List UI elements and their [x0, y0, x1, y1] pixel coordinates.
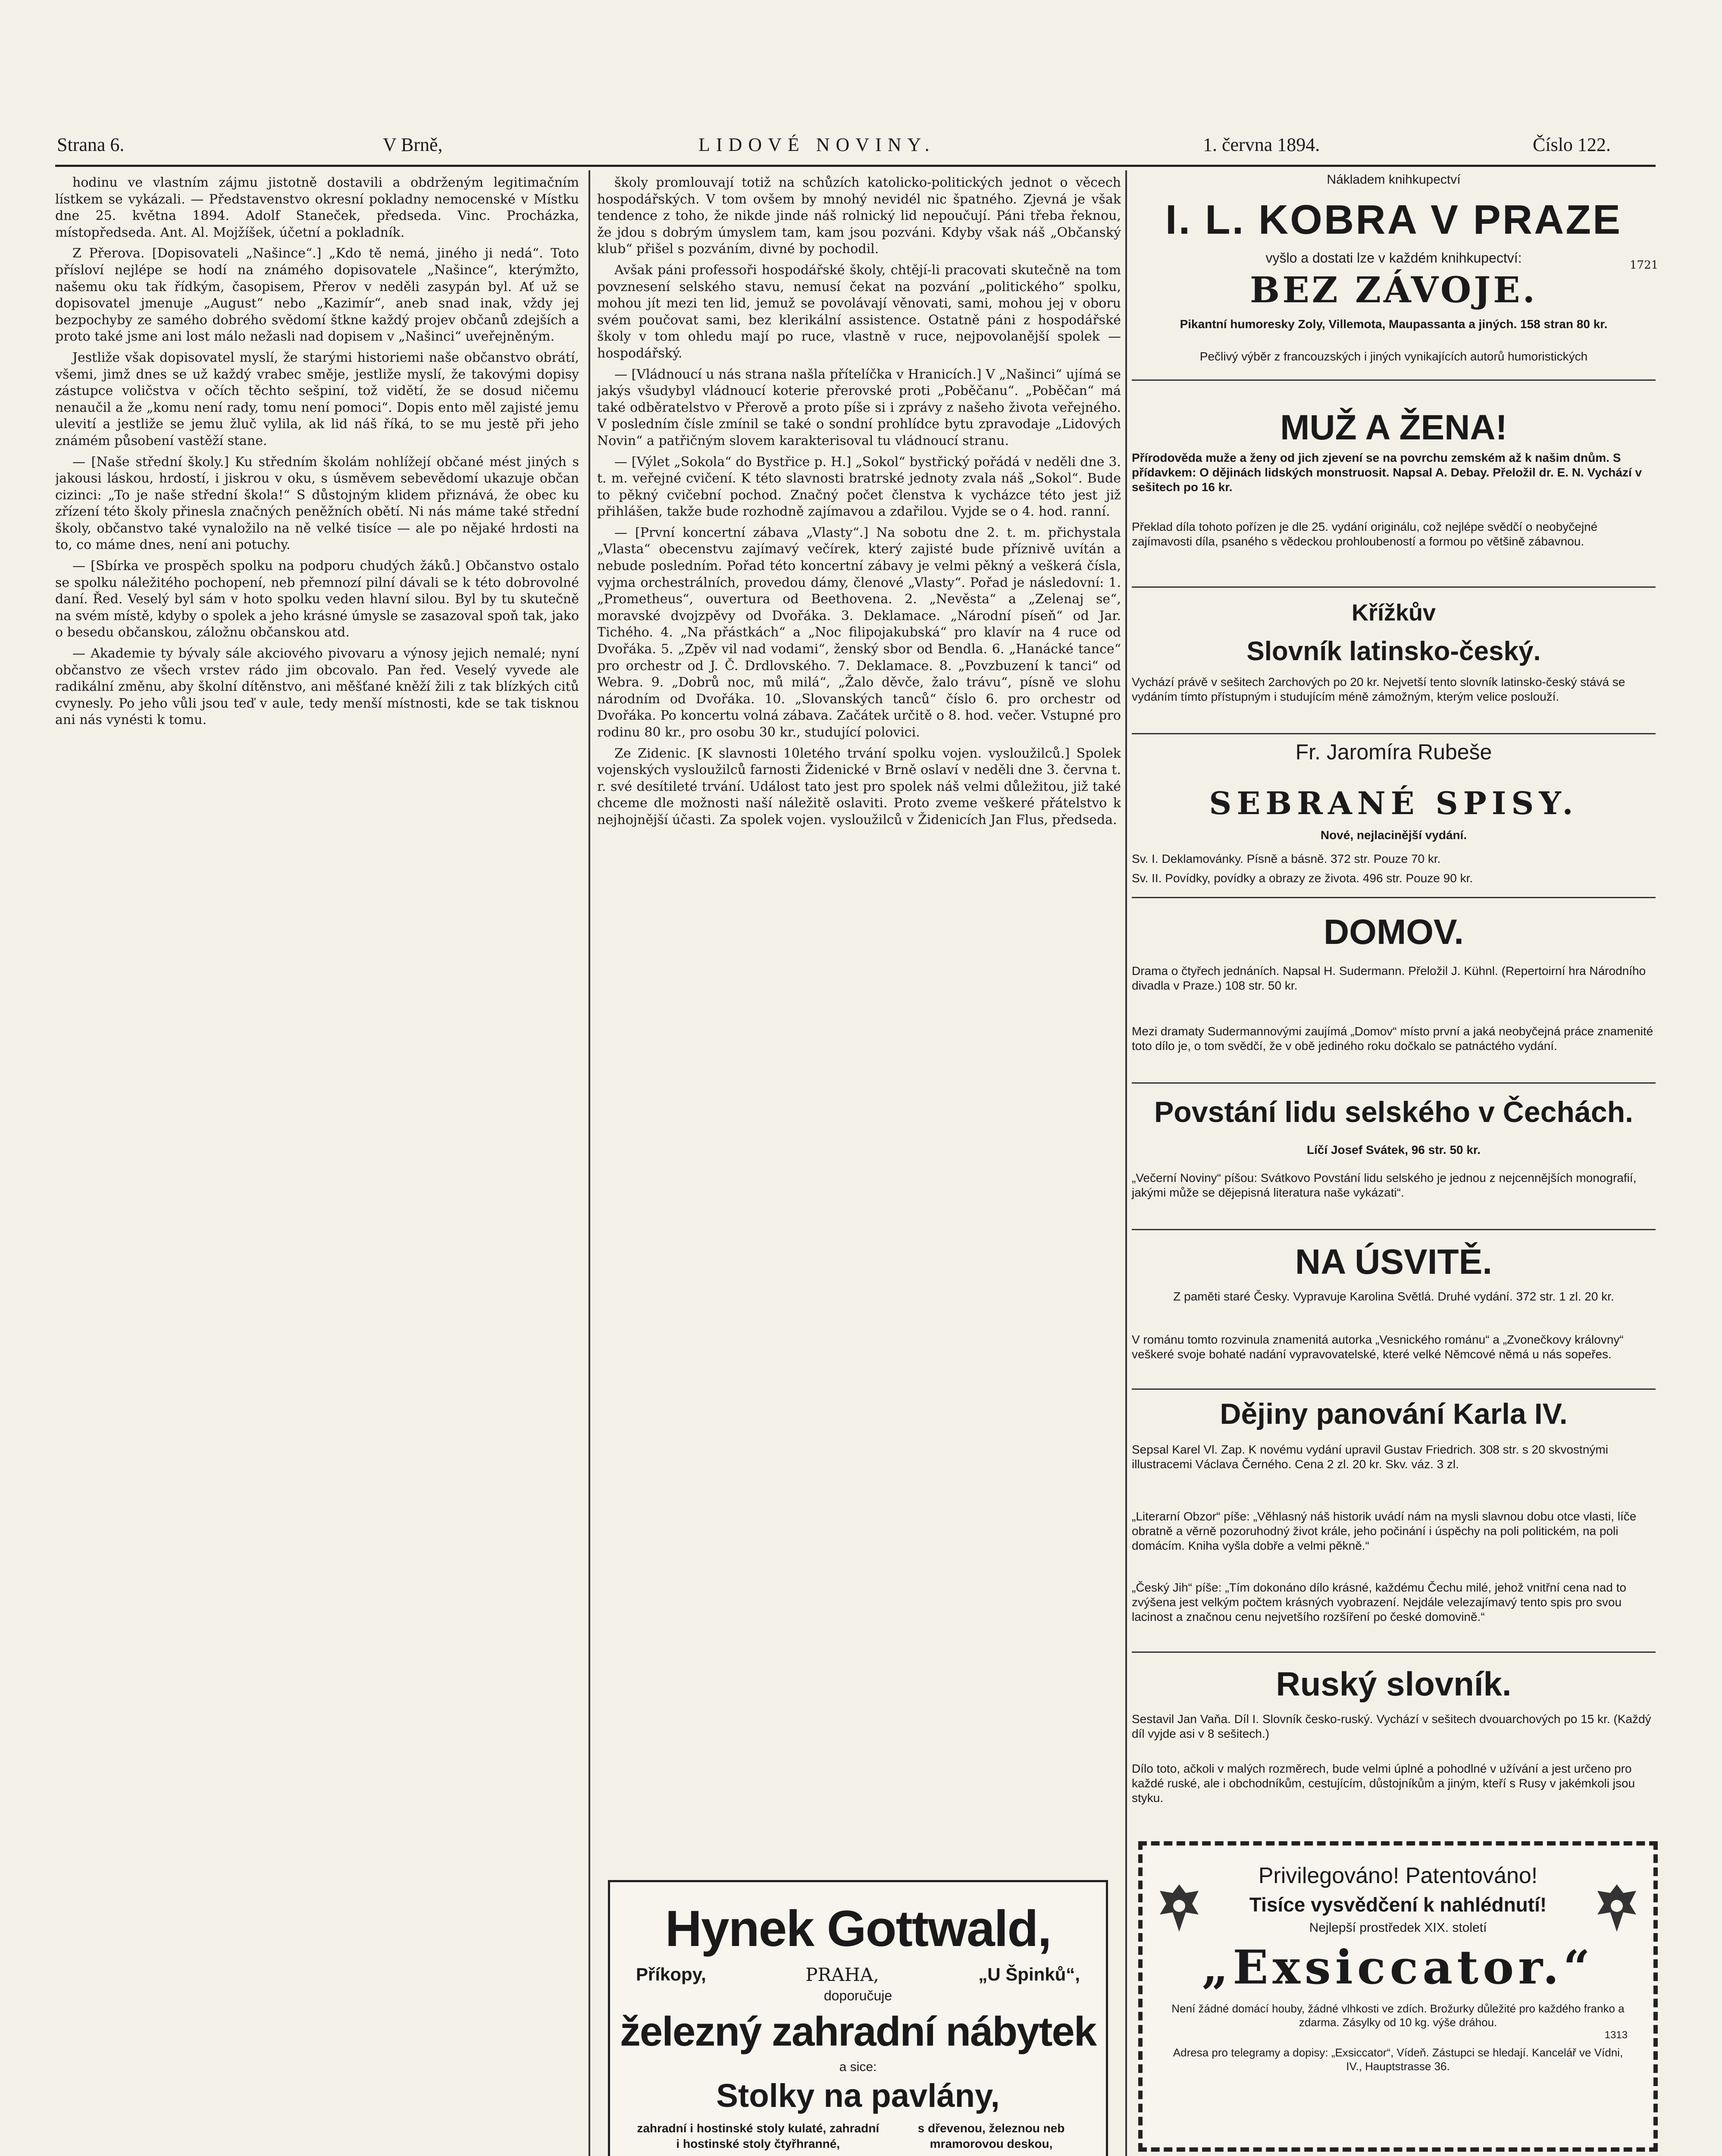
separator — [1132, 586, 1656, 588]
book-desc: Sepsal Karel Vl. Zap. K novému vydání upravil Gustav Friedrich. 308 str. s 20 skvostnými illustracemi Václava Černého. Cena 2 zl. 20 kr. Skv. váz. 3 zl. — [1132, 1443, 1608, 1471]
paragraph: — [Vládnoucí u nás strana našla přítelíčka v Hranicích.] V „Našinci“ ujímá se jakýs všudybyl vládnoucí koterie přerovské proti „Poběčanu“. „Poběčan“ má také odběratelstvo v Přerově a proto píše si i zprávy z našeho života veřejného. V posledním čísle zmínil se také o sondní prohlídce bytu zpravodaje „Lidových Novin“ a patřičným slovem karakterisoval tu vládnoucí stranu. — [597, 367, 1121, 448]
book-note: „Večerní Noviny“ píšou: Svátkovo Povstání lidu selského je jednou z nejcennějších monografií, jakými může se dějepisná literatura naše vykázati“. — [1132, 1171, 1637, 1199]
book-note: „Český Jih“ píše: „Tím dokonáno dílo krásné, každému Čechu milé, jehož vnitřní cena nad to zvýšena jest velkým počtem krásných vyobrazení. Nejdále velezajímavý tento spis pro svou lacinost a značnou cenu nejvetšího rozšíření po české domovině.“ — [1132, 1581, 1626, 1623]
book-desc: Vychází právě v sešitech 2archových po 20 kr. Nejvetší tento slovník latinsko-český stává se vydáním tímto přístupným i studujícím méně zámožným, kterým velice poslouží. — [1132, 675, 1625, 703]
eagle-emblem — [1593, 1880, 1641, 1936]
book-desc: Pikantní humoresky Zoly, Villemota, Maupassanta a jiných. 158 stran 80 kr. — [1180, 317, 1608, 331]
ad-product: železný zahradní nábytek — [620, 2009, 1096, 2055]
book-title: DOMOV. — [1323, 912, 1464, 952]
book-new: Nové, nejlacinější vydání. — [1320, 828, 1467, 842]
book-author: Fr. Jaromíra Rubeše — [1295, 740, 1492, 764]
issue-date: 1. června 1894. — [1203, 134, 1320, 155]
city: V Brně, — [383, 134, 443, 155]
issue-number: Číslo 122. — [1533, 134, 1611, 155]
paragraph: Ze Zidenic. [K slavnosti 10letého trvání spolku vojen. vysloužilců.] Spolek vojenských vysloužilců farnosti Židenické v Brně oslaví v neděli dne 3. června t. r. své desítileté trvání. Událost tato jest pro spolek náš velmi důležitou, již také chceme dle možnosti naší náležitě oslaviti. Proto zveme veškeré přátelstvo k nejhojnější účasti. Za spolek vojen. vysloužilců v Židenicích Jan Flus, předseda. — [597, 746, 1121, 827]
ref-number: 1721 — [1630, 259, 1659, 272]
book-title: SEBRANÉ SPISY. — [1209, 785, 1578, 821]
paragraph: — [První koncertní zábava „Vlasty“.] Na sobotu dne 2. t. m. přichystala „Vlasta“ obecenstvu zajímavý večírek, který zajisté bude příznivě uvítán a nebude posledním. Pořad této koncertní zábavy je velmi pěkný a veškerá čísla, vyjma orchestrálních, provedou dámy, členové „Vlasty“. Pořad je následovní: 1. „Prometheus“, ouvertura od Beethovena. 2. „Nevěsta“ a „Zelenaj se“, moravské dvojzpěvy od Dvořáka. 3. Deklamace. „Národní píseň“ od Jar. Tichého. 4. „Na přástkách“ a „Noc filipojakubská“ pro klavír na 4 ruce od Dvořáka. 5. „Zpěv vil nad vodami“, ženský sbor od Bendla. 6. „Hanácké tance“ pro orchestr od J. Č. Drdlovského. 7. Deklamace. 8. „Povzbuzení k tanci“ od Webra. 9. „Dobrů noc, mů milá“, „Žalo děvče, žalo trávu“, písně ve slohu národním od Dvořáka. 10. „Slovanských tanců“ číslo 6. pro orchestr od Dvořáka. Po koncertu volná zábava. Začátek určitě o 8. hod. večer. Vstupné pro rodinu 80 kr., pro osobu 30 kr., studující polovici. — [597, 525, 1121, 740]
ad-tables: Stolky na pavlány, — [716, 2078, 1000, 2114]
ad-company-name: Hynek Gottwald, — [665, 1900, 1051, 1957]
publisher-sub: vyšlo a dostati lze v každém knihkupectví: — [1265, 250, 1522, 266]
ad-ref: 1313 — [1604, 2029, 1628, 2041]
book-title: Povstání lidu selského v Čechách. — [1154, 1096, 1634, 1128]
separator — [1132, 897, 1656, 898]
ad-sign: „U Špinků“, — [978, 1964, 1080, 1984]
masthead-title: LIDOVÉ NOVINY. — [698, 134, 936, 155]
book-title: NA ÚSVITĚ. — [1295, 1242, 1493, 1282]
publisher-name: I. L. KOBRA V PRAZE — [1165, 197, 1622, 243]
article-column-2 — [597, 175, 1121, 1813]
book-note: Pečlivý výběr z francouzských i jiných vynikajících autorů humoristických — [1199, 350, 1588, 363]
ad-thousands: Tisíce vysvědčení k nahlédnutí! — [1249, 1893, 1547, 1916]
ad-line1: zahradní i hostinské stoly kulaté, zahradní i hostinské stoly čtyřhranné, — [637, 2122, 880, 2150]
book-desc: Přírodověda muže a ženy od jich zjevení se na povrchu zemském až k našim dnům. S přídavkem: O dějinách lidských monstruosit. Napsal A. Debay. Přeložil dr. E. N. Vychází v sešitech po 16 kr. — [1132, 451, 1642, 494]
book-desc: Z paměti staré Česky. Vypravuje Karolina Světlá. Druhé vydání. 372 str. 1 zl. 20 kr. — [1173, 1290, 1614, 1303]
paragraph: Avšak páni professoři hospodářské školy, chtějí-li pracovati skutečně na tom povznesení selského stavu, nemusí čekat na pozvání „politického“ spolku, mohou jít mezi ten lid, jemuž se povolávají věnovati, sami, mohou jej v oboru svém poučovat sami, bez klerikální assistence. Ostatně páni z hospodářské školy v tom ohledu mají po ruce, vlastně v ruce, nejpovolanější spolek — hospodářský. — [597, 262, 1121, 361]
paragraph: hodinu ve vlastním zájmu jistotně dostavili a obdrženým legitimačním lístkem se vykázali. — Představenstvo okresní pokladny nemocenské v Místku dne 25. května 1894. Adolf Staneček, předseda. Vinc. Procházka, místopředseda. Ant. Al. Mojžíšek, účetní a pokladník. — [55, 175, 579, 240]
book-volume: Sv. II. Povídky, povídky a obrazy ze života. 496 str. Pouze 90 kr. — [1132, 871, 1473, 885]
book-desc: Líčí Josef Svátek, 96 str. 50 kr. — [1306, 1143, 1481, 1156]
book-title: BEZ ZÁVOJE. — [1249, 270, 1538, 311]
book-note: V románu tomto rozvinula znamenitá autorka „Vesnického románu“ a „Zvonečkovy královny“ veškeré svoje bohaté nadání vypravovatelské, které velké Němcové němá u nás sopeřes. — [1132, 1333, 1624, 1361]
ad-privileged: Privilegováno! Patentováno! — [1258, 1863, 1538, 1888]
paragraph: Z Přerova. [Dopisovateli „Našince“.] „Kdo tě nemá, jiného ji nedá“. Toto přísloví nejlépe se hodí na známého dopisovatele „Našince“, kterýmžto, našemu oku tak řídkým, časopisem, Přerov v neděli zasypán byl. Ať už se dopisovatel jmenuje „August“ nebo „Kazimír“, aneb snad inak, vždy jej bezpochyby ze samého dobrého svědomí štkne každý projev občanů zdejších a proto také jsme ani lost málo nežasli nad dopisem v „Našinci“ uveřejněným. — [55, 246, 579, 345]
article-column-1 — [55, 175, 579, 2156]
book-title: Dějiny panování Karla IV. — [1220, 1398, 1568, 1430]
separator — [1132, 1651, 1656, 1653]
book-title: MUŽ A ŽENA! — [1280, 408, 1507, 447]
paragraph: školy promlouvají totiž na schůzích katolicko-politických jednot o věcech hospodářských. V tom ovšem by mnohý nevidél nic špatného. Zjevná je však tendence z toho, že nikde jinde náš rolnický lid nepoučují. Páni třeba řeknou, že jdou s dobrým úmyslem tam, kam jsou pozváni. Kdyby však náš „Občanský klub“ přišel s pozváním, divné by pochodil. — [597, 175, 1121, 257]
ad-exsiccator — [1138, 1841, 1658, 2152]
separator — [1132, 1082, 1656, 1084]
separator — [1132, 379, 1656, 381]
book-note: Překlad díla tohoto pořízen je dle 25. vydání originálu, což nejlépe svědčí o neobyčejné zajímavosti díla, psaného s vědeckou prohloubeností a formou po většině zábavnou. — [1132, 520, 1598, 548]
ad-recommends: doporučuje — [823, 1988, 892, 2003]
separator — [1132, 733, 1656, 734]
book-desc: Sestavil Jan Vaňa. Díl I. Slovník česko-ruský. Vychází v sešitech dvouarchových po 15 kr. (Každý díl vyjde asi v 8 sešitech.) — [1132, 1712, 1651, 1740]
paragraph: Jestliže však dopisovatel myslí, že starými historiemi naše občanstvo obrátí, všemi, jimž dnes se už každý vrabec směje, jestliže myslí, že takovými dopisy zástupce voličstva v očích těchto sešpiní, tož vidětí, že se dosud ničemu nenaučil a že „komu není rady, tomu není pomoci“. Dopis ento měl zajisté jemu ulevití a jestliže se jemu žluč vylila, ak lid náš říká, to se mu jestě při jeho známém působení vastěží stane. — [55, 350, 579, 448]
header-rule — [55, 165, 1656, 167]
ad-brand: „Exsiccator.“ — [1202, 1940, 1594, 1995]
separator — [1132, 1388, 1656, 1390]
paragraph: — [Sbírka ve prospěch spolku na podporu chudých žáků.] Občanstvo ostalo se spolku náležitého pochopení, neb přemnozí pilní dávali se k této dobrovolné daní. Řed. Veselý byl sám v hoto spolku veden hlavní silou. Byl by tu skutečně na svém místě, kdyby o spolek a jeho krásné úmysle se zasazoval spoň tak, jako o besedu občanskou, záložnu občanskou atd. — [55, 558, 579, 640]
book-volume: Sv. I. Deklamovánky. Písně a básně. 372 str. Pouze 70 kr. — [1132, 852, 1441, 865]
ad-street: Příkopy, — [636, 1964, 706, 1984]
book-note: „Literarní Obzor“ píše: „Věhlasný náš historik uvádí nám na mysli slavnou dobu otce vlasti, líče obratně a věrně pozoruhodný život krále, jeho počinání i úspěchy na poli politickém, na poli domácím. Kniha vyšla dobře a velmi pěkně.“ — [1132, 1510, 1637, 1552]
eagle-emblem — [1155, 1880, 1203, 1936]
ad-address: Adresa pro telegramy a dopisy: „Exsiccator“, Vídeň. Zástupci se hledají. Kancelář ve Vídni, IV., Hauptstrasse 36. — [1173, 2046, 1623, 2073]
column-divider — [589, 170, 590, 2156]
paragraph: — Akademie ty bývaly sále akciového pivovaru a výnosy jejich nemalé; nyní občanstvo ze všech vrstev rádo jim obcovalo. Pan řed. Veselý vyvede ale radikální změnu, aby školní dítěnstvo, ani měšťané kněží žili z tak blízkých citů cvynesly. Po jeho vůli jsou teď v aule, tedy menší místnosti, kde se tak tisknou ani nás vynésti k tomu. — [55, 646, 579, 728]
publisher-label: Nákladem knihkupectví — [1327, 172, 1461, 187]
paragraph: — [Výlet „Sokola“ do Bystřice p. H.] „Sokol“ bystřický pořádá v neděli dne 3. t. m. veřejné cvičení. K této slavnosti bratrské jednoty zvala náš „Sokol“. Bude to pěkný cvičební pochod. Značný počet členstva k vycházce této jest již přihlášen, takže bude rozhodně zajímavou a zdařilou. Vyjde se o 4. hod. ranní. — [597, 454, 1121, 520]
ad-desc: Není žádné domácí houby, žádné vlhkosti ve zdích. Brožurky důležité pro každého franko a zdarma. Zásylky od 10 kg. výše dráhou. — [1171, 2002, 1625, 2029]
book-title: Slovník latinsko-český. — [1246, 636, 1541, 666]
ad-gottwald — [608, 1880, 1108, 2156]
column-divider — [1125, 170, 1127, 2156]
ad-city: PRAHA, — [805, 1964, 879, 1985]
page-number: Strana 6. — [57, 134, 125, 155]
separator — [1132, 1229, 1656, 1230]
ad-also: a sice: — [839, 2060, 877, 2074]
book-desc: Drama o čtyřech jednáních. Napsal H. Sudermann. Přeložil J. Kühnl. (Repertoirní hra Národního divadla v Praze.) 108 str. 50 kr. — [1132, 964, 1646, 992]
ad-line2: s dřevenou, železnou neb mramorovou deskou, — [917, 2122, 1065, 2150]
book-note: Dílo toto, ačkoli v malých rozměrech, bude velmi úplné a pohodlné v užívání a jest určeno pro každé ruské, ale i obchodníkům, cestujícím, důstojníkům a jiným, kteří s Rusy v jakémkoli jsou styku. — [1132, 1762, 1635, 1805]
ad-best: Nejlepší prostředek XIX. století — [1309, 1921, 1487, 1935]
book-title: Ruský slovník. — [1276, 1665, 1512, 1703]
paragraph: — [Naše střední školy.] Ku středním školám nohlížejí občané mést jiných s jakousi láskou, hrdostí, i jiskrou v oku, s úsměvem sebevědomí ukazuje občan cizinci: „To je naše střední škola!“ S důstojným klidem přiznává, že obec ku zřízení této školy přinesla značných peněžních obětí. Ni nás máme také střední školy, občanstvo také vynaložilo na ně velké tisíce — ale po nějaké hrdosti na to, co máme dnes, není ani potuchy. — [55, 454, 579, 553]
book-title-top: Křížkův — [1351, 600, 1436, 626]
book-note: Mezi dramaty Sudermannovými zaujímá „Domov“ místo první a jaká neobyčejná práce znamenité toto dílo je, o tom svědčí, že v obě jediného roku dočkalo se patnáctého vydání. — [1132, 1025, 1653, 1053]
